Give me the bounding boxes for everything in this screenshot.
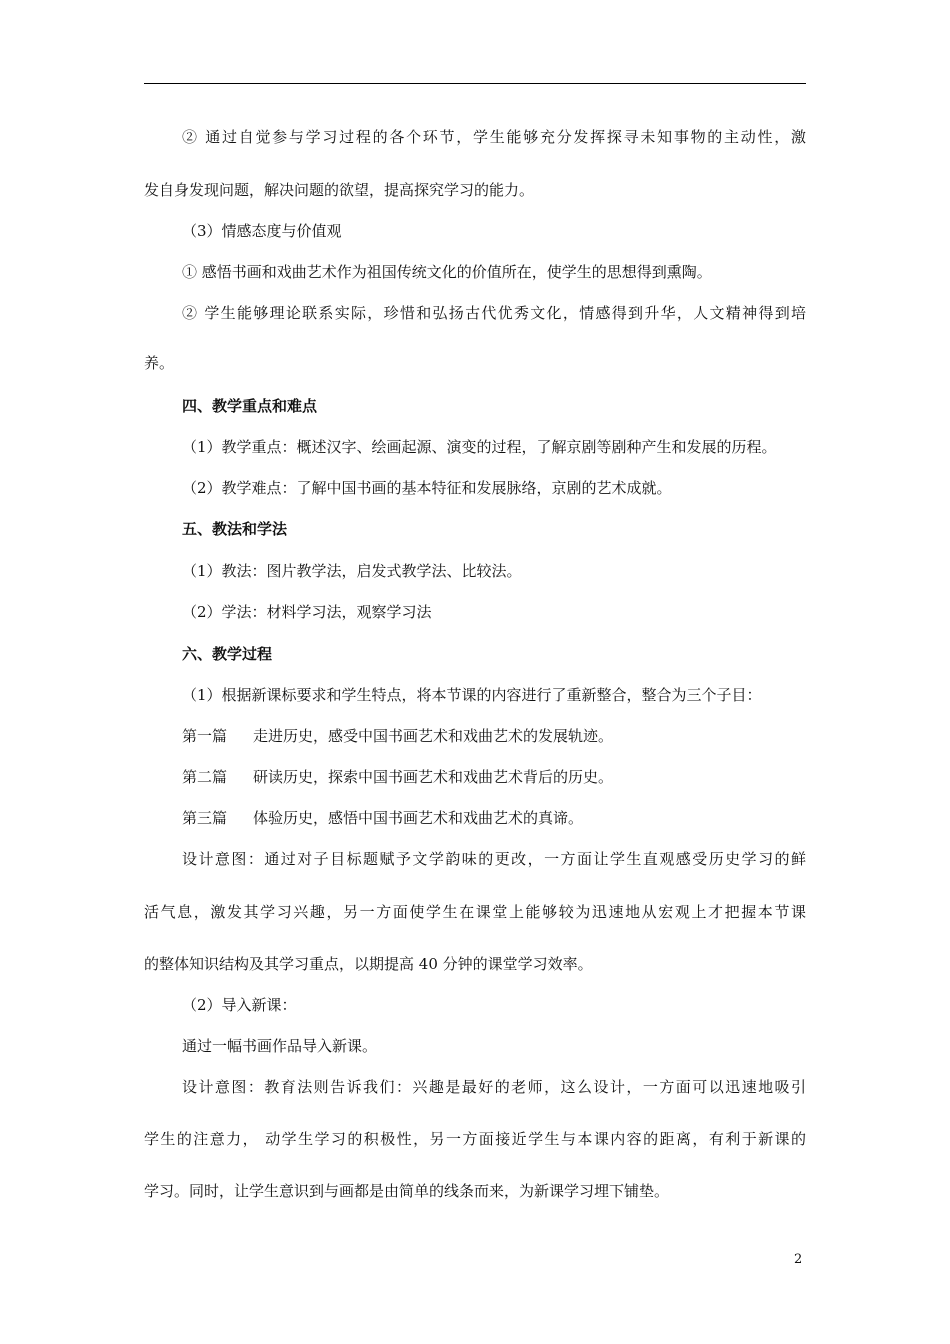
teaching-method: （1）教法：图片教学法，启发式教学法、比较法。 (182, 562, 522, 580)
design1-line3: 的整体知识结构及其学习重点，以期提高 40 分钟的课堂学习效率。 (144, 955, 593, 973)
section4-heading: 四、教学重点和难点 (182, 397, 318, 415)
intro-new-lesson: （2）导入新课： (182, 996, 297, 1014)
part-text: 体验历史，感悟中国书画艺术和戏曲艺术的真谛。 (253, 809, 584, 827)
ability-item2-line1: ② 通过自觉参与学习过程的各个环节，学生能够充分发挥探寻未知事物的主动性，激 (182, 128, 806, 146)
design1-line1: 设计意图：通过对子目标题赋予文学韵味的更改，一方面让学生直观感受历史学习的鲜 (182, 850, 806, 868)
design1-line2: 活气息，激发其学习兴趣，另一方面使学生在课堂上能够较为迅速地从宏观上才把握本节课 (144, 903, 806, 921)
part-label: 第一篇 (182, 727, 228, 745)
difficulty: （2）教学难点：了解中国书画的基本特征和发展脉络，京剧的艺术成就。 (182, 479, 672, 497)
learning-method: （2）学法：材料学习法，观察学习法 (182, 603, 432, 621)
section5-heading: 五、教法和学法 (182, 520, 288, 538)
part-label: 第二篇 (182, 768, 228, 786)
intro-method: 通过一幅书画作品导入新课。 (182, 1037, 378, 1055)
emotion-item2-line2: 养。 (144, 354, 175, 372)
part-2 (144, 767, 806, 787)
design2-line3: 学习。同时，让学生意识到与画都是由简单的线条而来，为新课学习埋下铺垫。 (144, 1182, 670, 1200)
part-1 (144, 726, 806, 746)
part-text: 研读历史，探索中国书画艺术和戏曲艺术背后的历史。 (253, 768, 614, 786)
process-intro: （1）根据新课标要求和学生特点，将本节课的内容进行了重新整合，整合为三个子目： (182, 686, 762, 704)
part-text: 走进历史，感受中国书画艺术和戏曲艺术的发展轨迹。 (253, 727, 614, 745)
design2-line2: 学生的注意力， 动学生学习的积极性，另一方面接近学生与本课内容的距离，有利于新课的 (144, 1130, 806, 1148)
ability-item2-line2: 发自身发现问题，解决问题的欲望，提高探究学习的能力。 (144, 181, 535, 199)
header-rule (144, 83, 806, 84)
emotion-item1: ① 感悟书画和戏曲艺术作为祖国传统文化的价值所在，使学生的思想得到熏陶。 (182, 263, 712, 281)
part-label: 第三篇 (182, 809, 228, 827)
emotion-item2-line1: ② 学生能够理论联系实际，珍惜和弘扬古代优秀文化，情感得到升华，人文精神得到培 (182, 304, 806, 322)
page-number: 2 (794, 1252, 803, 1267)
emotion-heading: （3）情感态度与价值观 (182, 222, 342, 240)
key-point: （1）教学重点：概述汉字、绘画起源、演变的过程，了解京剧等剧种产生和发展的历程。 (182, 438, 777, 456)
section6-heading: 六、教学过程 (182, 645, 273, 663)
design2-line1: 设计意图：教育法则告诉我们：兴趣是最好的老师，这么设计，一方面可以迅速地吸引 (182, 1078, 806, 1096)
part-3 (144, 808, 806, 828)
